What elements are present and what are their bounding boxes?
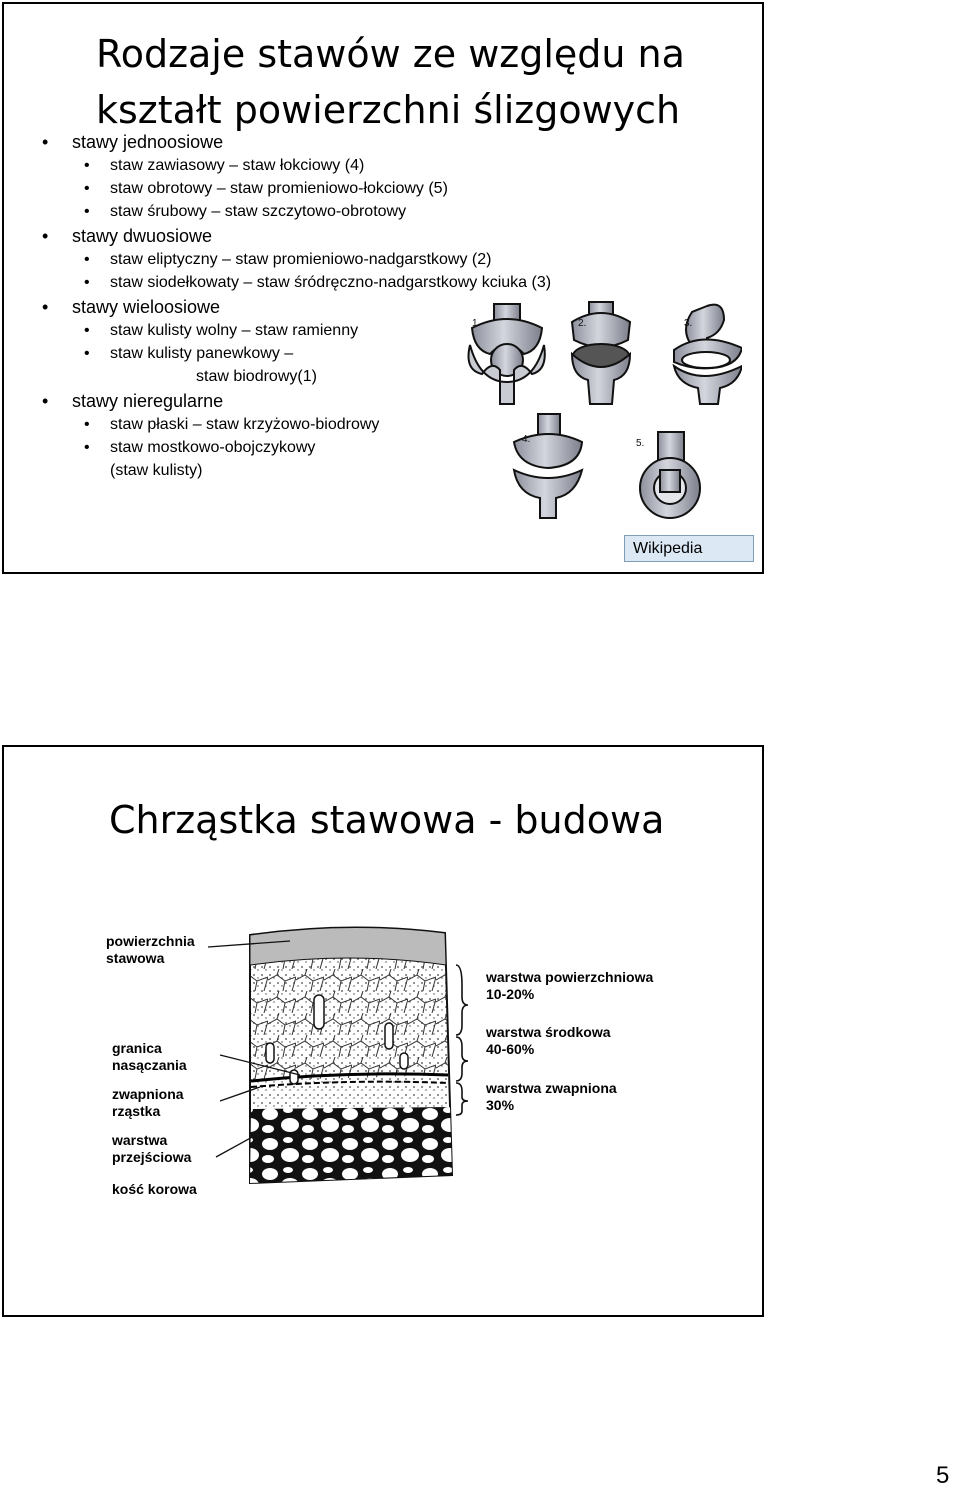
figure-label-1: 1.: [472, 318, 481, 329]
bullet-dot-icon: •: [84, 203, 90, 220]
joint-5-pivot-icon: [640, 432, 700, 518]
bullet-item: [84, 251, 492, 269]
bullet-item: [84, 345, 294, 363]
bullet-continuation: (staw kulisty): [110, 462, 203, 479]
bullet-text: stawy wieloosiowe: [72, 297, 221, 317]
joint-4-hinge-icon: [514, 414, 582, 518]
bullet-dot-icon: •: [84, 180, 90, 197]
slide-2-title: Chrząstka stawowa - budowa: [109, 798, 665, 842]
bullet-dot-icon: •: [84, 345, 90, 362]
bullet-dot-icon: •: [84, 157, 90, 174]
bullet-text: staw śrubowy – staw szczytowo-obrotowy: [110, 203, 407, 220]
slide-1: [2, 2, 764, 574]
bullet-dot-icon: •: [84, 416, 90, 433]
figure-label-4: 4.: [522, 434, 531, 445]
bullet-item: [84, 322, 359, 340]
bullet-dot-icon: •: [42, 226, 49, 246]
bullet-item: [42, 391, 224, 412]
bullet-dot-icon: •: [84, 251, 90, 268]
bullet-dot-icon: •: [42, 297, 49, 317]
bullet-continuation: staw biodrowy(1): [196, 368, 317, 385]
bullet-text: staw płaski – staw krzyżowo-biodrowy: [110, 416, 380, 433]
bullet-text: staw kulisty wolny – staw ramienny: [110, 322, 359, 339]
label-articular-surface: powierzchnia stawowa: [106, 933, 195, 966]
bullet-item: [84, 180, 448, 198]
bullet-item: [42, 226, 213, 247]
slide-2: [2, 745, 764, 1317]
label-calcified-layer: warstwa zwapniona 30%: [486, 1080, 617, 1113]
page-number: 5: [936, 1462, 950, 1489]
figure-label-2: 2.: [578, 318, 587, 329]
bullet-item: [84, 203, 407, 221]
bullet-item: [84, 439, 316, 457]
bullet-dot-icon: •: [84, 322, 90, 339]
label-tidemark: granica nasączania: [112, 1040, 187, 1073]
bullet-item: [84, 416, 380, 434]
label-calcified-cartilage: zwapniona rząstka: [112, 1086, 184, 1119]
bullet-dot-icon: •: [84, 274, 90, 291]
source-wikipedia-box: Wikipedia: [624, 535, 754, 562]
bullet-text: staw zawiasowy – staw łokciowy (4): [110, 157, 365, 174]
label-superficial-layer: warstwa powierzchniowa 10-20%: [486, 969, 654, 1002]
slide-1-title: Rodzaje stawów ze względu na kształt powierzchni ślizgowych: [96, 32, 685, 132]
bullet-text: staw kulisty panewkowy –: [110, 345, 294, 362]
bullet-item: [84, 274, 552, 292]
bullet-text: stawy nieregularne: [72, 391, 224, 411]
label-transition-layer: warstwa przejściowa: [112, 1132, 192, 1165]
figure-label-3: 3.: [684, 318, 693, 329]
bullet-text: staw siodełkowaty – staw śródręczno-nadgarstkowy kciuka (3): [110, 274, 552, 291]
bullet-item: [42, 297, 221, 318]
bullet-text: staw obrotowy – staw promieniowo-łokciowy (5): [110, 180, 448, 197]
bullet-dot-icon: •: [84, 439, 90, 456]
bullet-text: stawy dwuosiowe: [72, 226, 213, 246]
joint-types-figure: [452, 300, 742, 522]
bullet-dot-icon: •: [42, 132, 49, 152]
label-cortical-bone: kość korowa: [112, 1181, 197, 1197]
figure-label-5: 5.: [636, 438, 645, 449]
label-middle-layer: warstwa środkowa 40-60%: [486, 1024, 611, 1057]
bullet-text: staw eliptyczny – staw promieniowo-nadgarstkowy (2): [110, 251, 492, 268]
bullet-item: [84, 157, 365, 175]
bullet-dot-icon: •: [42, 391, 49, 411]
bullet-text: stawy jednoosiowe: [72, 132, 224, 152]
bullet-text: staw mostkowo-obojczykowy: [110, 439, 316, 456]
bullet-item: [42, 132, 224, 153]
